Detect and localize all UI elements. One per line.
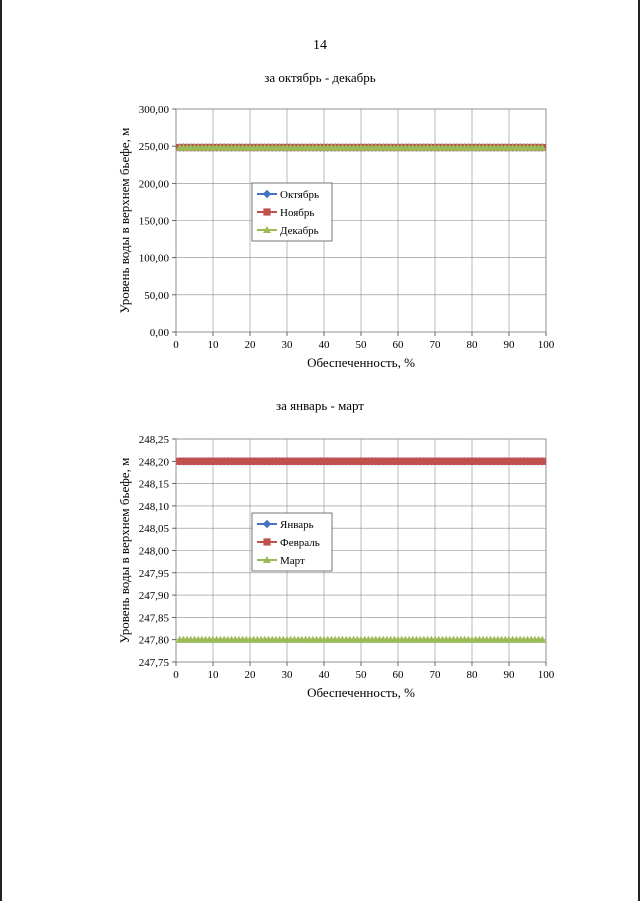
x-tick-label: 60 — [392, 339, 404, 351]
x-axis-title: Обеспеченность, % — [307, 355, 415, 370]
x-tick-label: 100 — [537, 669, 555, 681]
y-tick-label: 250,00 — [138, 141, 169, 154]
x-tick-label: 100 — [537, 339, 555, 351]
y-tick-label: 247,95 — [138, 567, 169, 580]
y-tick-label: 247,85 — [138, 612, 169, 625]
data-point — [539, 458, 546, 465]
x-tick-label: 50 — [355, 669, 367, 681]
x-axis-title: Обеспеченность, % — [307, 685, 415, 700]
legend-label: Март — [280, 555, 305, 567]
legend-marker — [263, 208, 270, 215]
y-tick-label: 247,75 — [138, 657, 169, 669]
x-tick-label: 40 — [318, 339, 330, 351]
x-tick-label: 80 — [466, 339, 478, 351]
page-number: 14 — [313, 38, 327, 53]
chart-1-title: за октябрь - декабрь — [264, 70, 376, 85]
x-tick-label: 30 — [281, 669, 293, 681]
x-tick-label: 50 — [355, 339, 367, 351]
y-tick-label: 100,00 — [138, 252, 169, 265]
y-axis-title: Уровень воды в верхнем бьефе, м — [117, 457, 132, 644]
y-tick-label: 0,00 — [149, 327, 169, 339]
x-tick-label: 10 — [207, 669, 219, 681]
chart-january-march — [0, 425, 640, 715]
x-tick-label: 40 — [318, 669, 330, 681]
y-tick-label: 300,00 — [138, 104, 169, 116]
x-tick-label: 10 — [207, 339, 219, 351]
legend-label: Октябрь — [280, 189, 319, 201]
y-tick-label: 247,80 — [138, 634, 169, 647]
y-tick-label: 248,20 — [138, 456, 169, 469]
x-tick-label: 60 — [392, 669, 404, 681]
x-tick-label: 0 — [173, 669, 179, 681]
legend-label: Ноябрь — [280, 207, 315, 219]
y-axis-title: Уровень воды в верхнем бьефе, м — [117, 127, 132, 314]
x-tick-label: 70 — [429, 339, 441, 351]
y-tick-label: 248,25 — [138, 434, 169, 446]
legend-label: Январь — [280, 519, 314, 531]
y-tick-label: 247,90 — [138, 590, 169, 603]
x-tick-label: 30 — [281, 339, 293, 351]
chart-2-title: за январь - март — [275, 398, 364, 413]
x-tick-label: 90 — [503, 669, 515, 681]
x-tick-label: 20 — [244, 339, 256, 351]
chart-october-december — [0, 95, 640, 385]
y-tick-label: 200,00 — [138, 178, 169, 191]
x-tick-label: 20 — [244, 669, 256, 681]
x-tick-label: 0 — [173, 339, 179, 351]
x-tick-label: 90 — [503, 339, 515, 351]
y-tick-label: 150,00 — [138, 215, 169, 228]
y-tick-label: 248,10 — [138, 500, 169, 513]
y-tick-label: 248,15 — [138, 478, 169, 491]
y-tick-label: 50,00 — [144, 289, 169, 302]
y-tick-label: 248,05 — [138, 523, 169, 536]
y-tick-label: 248,00 — [138, 545, 169, 558]
legend-marker — [263, 538, 270, 545]
x-tick-label: 70 — [429, 669, 441, 681]
legend-label: Декабрь — [280, 225, 319, 237]
x-tick-label: 80 — [466, 669, 478, 681]
legend-label: Февраль — [280, 537, 320, 549]
